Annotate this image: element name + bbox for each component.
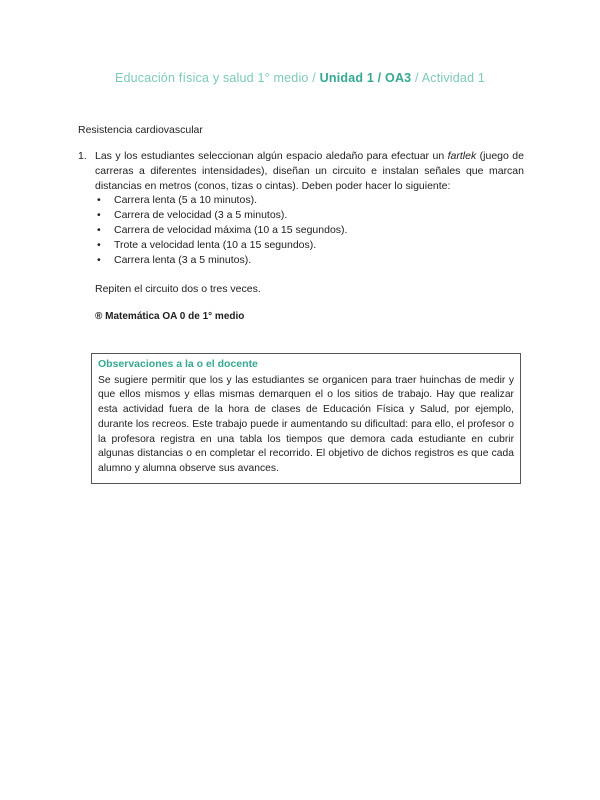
bullet-icon: • xyxy=(97,194,101,207)
list-item-text: Trote a velocidad lenta (10 a 15 segundos). xyxy=(114,238,317,251)
teacher-notes-text: Se sugiere permitir que los y las estudiantes se organicen para traer huinchas de medir y que ellos mismos y ellas mismas demarquen el o los sitios de trabajo. Hay que realizar esta actividad fuera de la hora de clases de Educación Física y Salud, por ejemplo, durante los recreos. Este trabajo puede ir aumentando su dificultad: para ello, el profesor o la profesora registra en una tabla los tiempos que demora cada estudiante en cubrir algunas distancias o en completar el recorrido. El objetivo de dichos registros es que cada alumno y alumna observe sus avances. xyxy=(98,374,514,474)
item-body xyxy=(95,149,524,325)
list-item-text: Carrera de velocidad (3 a 5 minutos). xyxy=(114,209,288,222)
numbered-item xyxy=(78,149,524,325)
bullet-icon: • xyxy=(97,209,101,222)
list-item-text: Carrera lenta (3 a 5 minutos). xyxy=(114,253,252,266)
teacher-notes-box xyxy=(91,353,521,484)
item-intro xyxy=(95,149,524,193)
fartlek-term: fartlek xyxy=(447,150,477,162)
list-item xyxy=(95,208,524,223)
list-item-text: Carrera lenta (5 a 10 minutos). xyxy=(114,194,257,207)
list-item-text: Carrera de velocidad máxima (10 a 15 segundos). xyxy=(114,223,348,236)
list-item xyxy=(95,238,524,253)
repeat-instruction: Repiten el circuito dos o tres veces. xyxy=(95,283,261,296)
section-title: Resistencia cardiovascular xyxy=(78,124,203,136)
activity-label: Actividad 1 xyxy=(421,71,486,85)
list-item xyxy=(95,193,524,208)
bullet-icon: • xyxy=(97,253,101,266)
intro-text-before: Las y los estudiantes seleccionan algún espacio aledaño para efectuar un xyxy=(95,150,448,162)
oa-link[interactable]: ® Matemática OA 0 de 1° medio xyxy=(95,311,245,323)
bullet-icon: • xyxy=(97,223,101,236)
header-separator: / xyxy=(415,71,419,85)
page-header xyxy=(0,71,600,85)
exercise-list xyxy=(95,193,524,267)
list-item xyxy=(95,253,524,268)
teacher-notes-title: Observaciones a la o el docente xyxy=(98,358,258,370)
activity-content xyxy=(78,149,524,325)
bullet-icon: • xyxy=(97,238,101,251)
list-item xyxy=(95,223,524,238)
unit-oa-label: Unidad 1 / OA3 xyxy=(319,71,412,85)
course-name: Educación física y salud 1° medio / xyxy=(114,71,316,85)
item-number: 1. xyxy=(78,150,87,162)
intro-text-after: (juego de carreras a diferentes intensidades), diseñan un circuito e instalan señales que marcan distancias en metros (conos, tizas o cintas). Deben poder hacer lo siguiente: xyxy=(95,150,524,192)
